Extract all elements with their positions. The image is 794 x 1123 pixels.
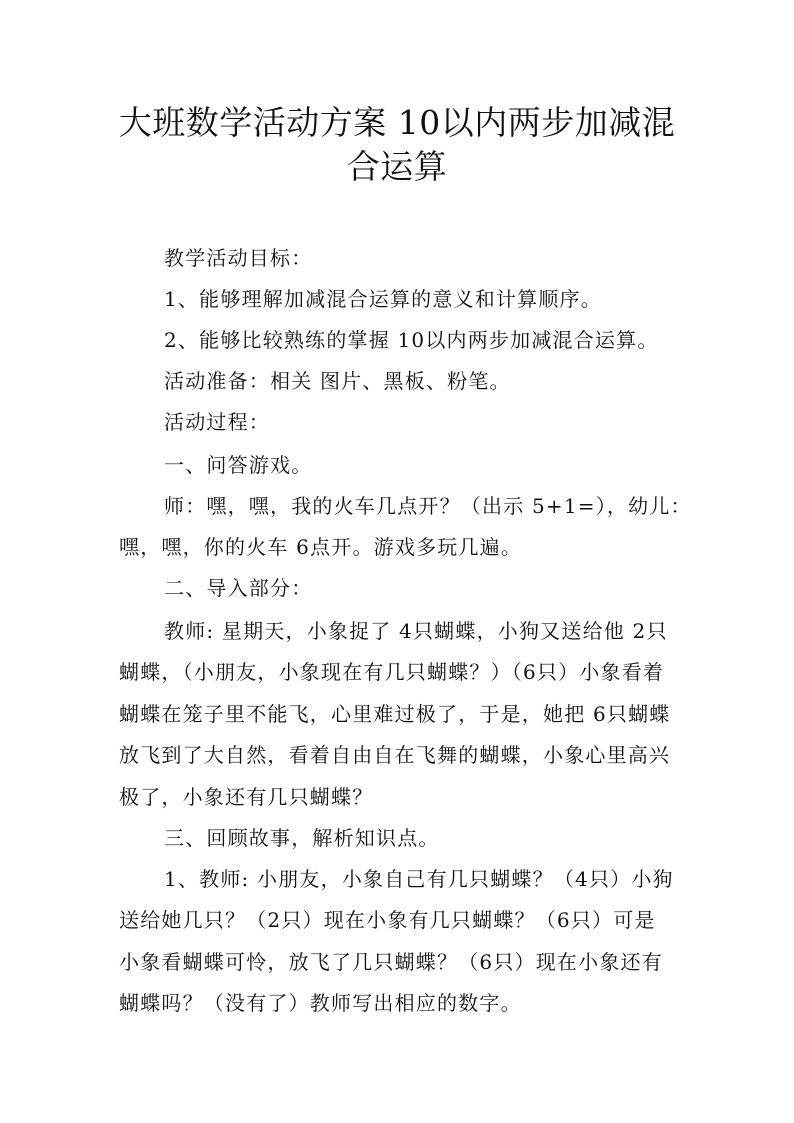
paragraph-line: 小象看蝴蝶可怜，放飞了几只蝴蝶？（6只）现在小象还有 xyxy=(119,950,663,974)
paragraph-line: 蝴蝶吗？（没有了）教师写出相应的数字。 xyxy=(119,991,522,1015)
paragraph-line: 放飞到了大自然，看着自由自在飞舞的蝴蝶，小象心里高兴 xyxy=(119,743,671,767)
paragraph-line: 极了，小象还有几只蝴蝶？ xyxy=(119,785,374,809)
section-heading-objectives: 教学活动目标： xyxy=(164,246,313,270)
paragraph-line: 送给她几只？（2只）现在小象有几只蝴蝶？（6只）可是 xyxy=(119,908,656,932)
step-heading-1: 一、问答游戏。 xyxy=(164,453,313,477)
paragraph-line: 教师: 星期天，小象捉了 4只蝴蝶，小狗又送给他 2只 xyxy=(164,619,668,643)
paragraph-line: 蝴蝶在笼子里不能飞，心里难过极了，于是，她把 6只蝴蝶 xyxy=(119,702,671,726)
step-heading-3: 三、回顾故事，解析知识点。 xyxy=(164,826,440,850)
paragraph-line: 1、教师: 小朋友，小象自己有几只蝴蝶？（4只）小狗 xyxy=(164,867,674,891)
document-title-line-1: 大班数学活动方案 10以内两步加减混 xyxy=(118,103,676,142)
paragraph-line: 蝴蝶，（小朋友，小象现在有几只蝴蝶？）（6只）小象看着 xyxy=(119,660,665,684)
paragraph-line: 师：嘿，嘿，我的火车几点开？（出示 5+1=），幼儿： xyxy=(164,494,692,518)
objective-item-1: 1、能够理解加减混合运算的意义和计算顺序。 xyxy=(164,287,602,311)
document-title-line-2: 合运算 xyxy=(346,147,448,186)
section-heading-process: 活动过程： xyxy=(164,410,270,434)
preparation-line: 活动准备：相关 图片、黑板、粉笔。 xyxy=(164,369,511,393)
objective-item-2: 2、能够比较熟练的掌握 10以内两步加减混合运算。 xyxy=(164,328,659,352)
paragraph-line: 嘿，嘿，你的火车 6点开。游戏多玩几遍。 xyxy=(119,535,523,559)
step-heading-2: 二、导入部分： xyxy=(164,576,313,600)
